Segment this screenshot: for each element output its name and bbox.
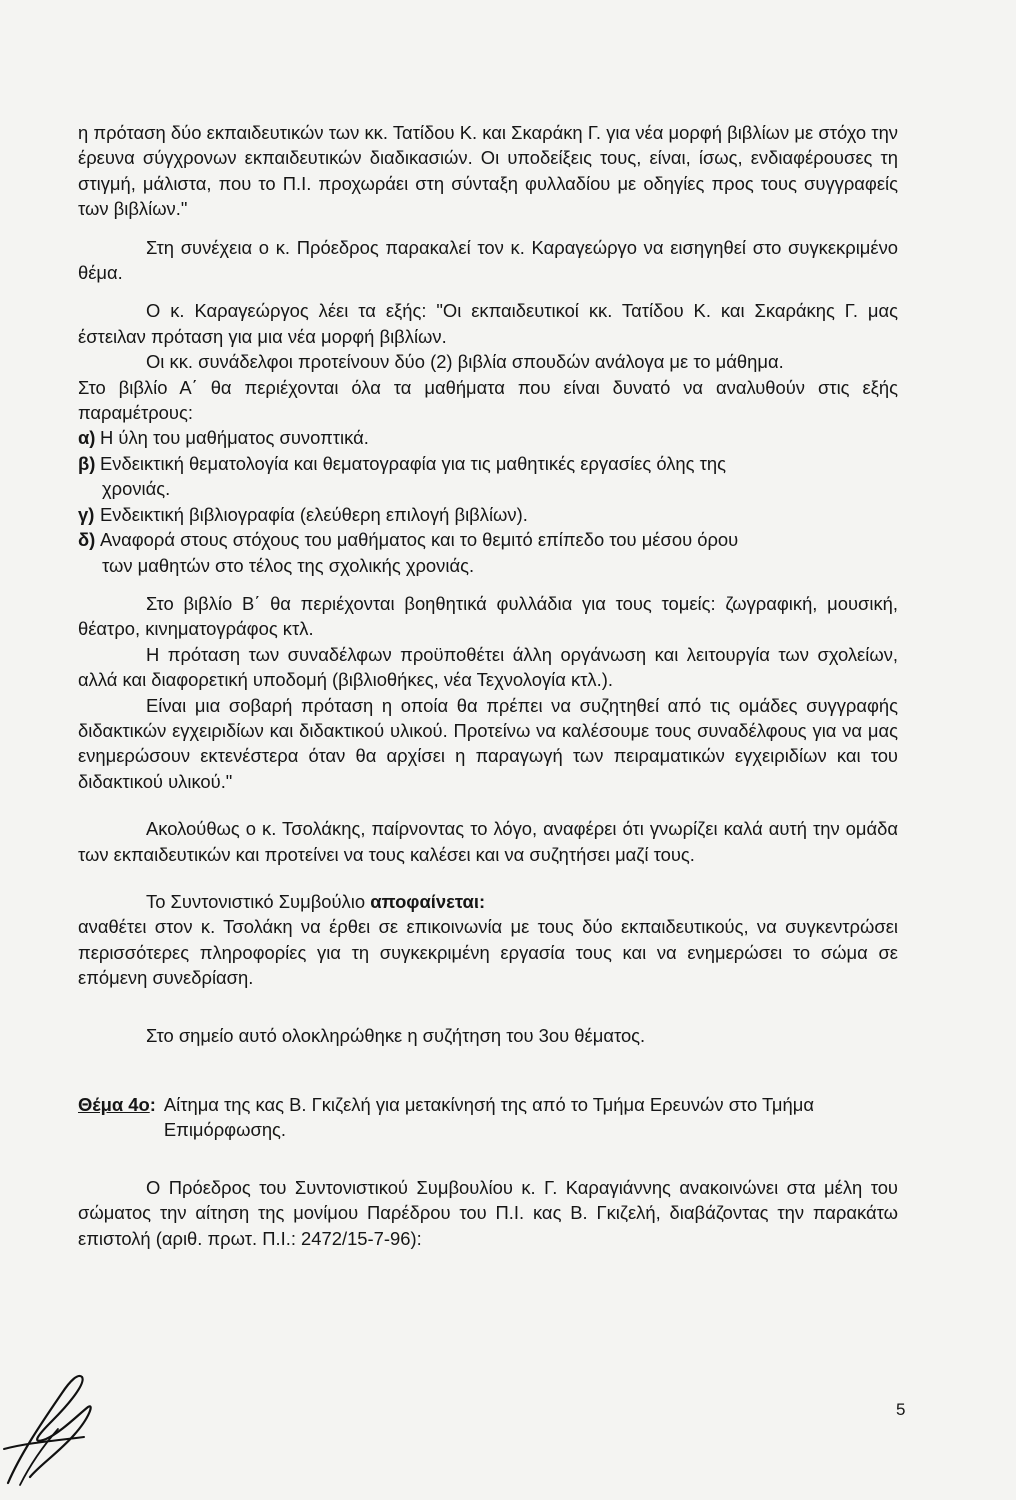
list-text: Ενδεικτική βιβλιογραφία (ελεύθερη επιλογή βιβλίων). [100, 503, 528, 525]
list-item-d [78, 527, 898, 578]
list-text: Η ύλη του μαθήματος συνοπτικά. [100, 427, 369, 449]
paragraph-7: Η πρόταση των συναδέλφων προϋποθέτει άλλη οργάνωση και λειτουργία των σχολείων, αλλά και διαφορετική υποδομή (βιβλιοθήκες, νέα Τεχνολογία κτλ.). [78, 643, 898, 691]
list-text-cont: χρονιάς. [102, 478, 171, 500]
topic-label: Θέμα 4ο [78, 1094, 150, 1115]
decision-line [78, 889, 898, 914]
signature-mark [0, 1345, 110, 1495]
list-label: γ) [78, 503, 95, 525]
list-item-a [78, 425, 898, 450]
paragraph-6: Στο βιβλίο Β΄ θα περιέχονται βοηθητικά φυλλάδια για τους τομείς: ζωγραφική, μουσική, θέατρο, κινηματογράφος κτλ. [78, 592, 898, 640]
paragraph-11: αναθέτει στον κ. Τσολάκη να έρθει σε επικοινωνία με τους δύο εκπαιδευτικούς, να συγκεντρώσει περισσότερες πληροφορίες για τη συγκεκριμένη εργασία τους και να ενημερώσει το σώμα σε επόμενη συνεδρίαση. [78, 916, 898, 989]
page-number: 5 [896, 1400, 906, 1419]
paragraph-9: Ακολούθως ο κ. Τσολάκης, παίρνοντας το λόγο, αναφέρει ότι γνωρίζει καλά αυτή την ομάδα των εκπαιδευτικών και προτείνει να τους καλέσει και να συζητήσει μαζί τους. [78, 818, 898, 865]
paragraph-2: Στη συνέχεια ο κ. Πρόεδρος παρακαλεί τον κ. Καραγεώργο να εισηγηθεί στο συγκεκριμένο θέμα. [78, 236, 898, 284]
topic-text: Αίτημα της κας Β. Γκιζελή για μετακίνησή της από το Τμήμα Ερευνών στο Τμήμα Επιμόρφωσης. [163, 1094, 814, 1141]
list-label: δ) [78, 529, 96, 551]
document-body [78, 120, 898, 1251]
paragraph-8: Είναι μια σοβαρή πρόταση η οποία θα πρέπει να συζητηθεί από τις ομάδες συγγραφής διδακτικών εγχειριδίων και διδακτικού υλικού. Προτείνω να καλέσουμε τους συναδέλφους για να μας ενημερώσουν εκτενέστερα όταν θα αρχίσει η παραγωγή των πειραματικών εγχειριδίων και του διδακτικού υλικού." [78, 694, 898, 792]
paragraph-5: Στο βιβλίο Α΄ θα περιέχονται όλα τα μαθήματα που είναι δυνατό να αναλυθούν στις εξής παραμέτρους: [78, 376, 898, 424]
list-label: β) [78, 452, 96, 474]
list-text-cont: των μαθητών στο τέλος της σχολικής χρονιάς. [102, 554, 475, 576]
decision-lead: Το Συντονιστικό Συμβούλιο [146, 890, 371, 912]
paragraph-12: Στο σημείο αυτό ολοκληρώθηκε η συζήτηση του 3ου θέματος. [146, 1024, 646, 1046]
topic-colon: : [149, 1094, 156, 1115]
list-text: Αναφορά στους στόχους του μαθήματος και το θεμιτό επίπεδο του μέσου όρου [100, 529, 739, 551]
paragraph-4: Οι κκ. συνάδελφοι προτείνουν δύο (2) βιβλία σπουδών ανάλογα με το μάθημα. [146, 351, 784, 373]
list-label: α) [78, 427, 96, 449]
topic-heading [78, 1092, 898, 1143]
list-item-c [78, 502, 898, 527]
paragraph-13: Ο Πρόεδρος του Συντονιστικού Συμβουλίου κ. Γ. Καραγιάννης ανακοινώνει στα μέλη του σώματος την αίτηση της μονίμου Παρέδρου του Π.Ι. κας Β. Γκιζελή, διαβάζοντας την παρακάτω επιστολή (αριθ. πρωτ. Π.Ι.: 2472/15-7-96): [78, 1176, 898, 1249]
list-item-b [78, 451, 898, 502]
paragraph-1: η πρόταση δύο εκπαιδευτικών των κκ. Τατίδου Κ. και Σκαράκη Γ. για νέα μορφή βιβλίων με στόχο την έρευνα σύγχρονων εκπαιδευτικών διαδικασιών. Οι υποδείξεις τους, είναι, ίσως, ενδιαφέρουσες τη στιγμή, μάλιστα, που το Π.Ι. προχωράει στη σύνταξη φυλλαδίου με οδηγίες προς τους συγγραφείς των βιβλίων." [78, 122, 898, 220]
paragraph-3: Ο κ. Καραγεώργος λέει τα εξής: "Οι εκπαιδευτικοί κκ. Τατίδου Κ. και Σκαράκης Γ. μας έστειλαν πρόταση για μια νέα μορφή βιβλίων. [78, 300, 898, 347]
decision-verb: αποφαίνεται: [370, 890, 486, 912]
list-text: Ενδεικτική θεματολογία και θεματογραφία για τις μαθητικές εργασίες όλης της [100, 452, 726, 474]
